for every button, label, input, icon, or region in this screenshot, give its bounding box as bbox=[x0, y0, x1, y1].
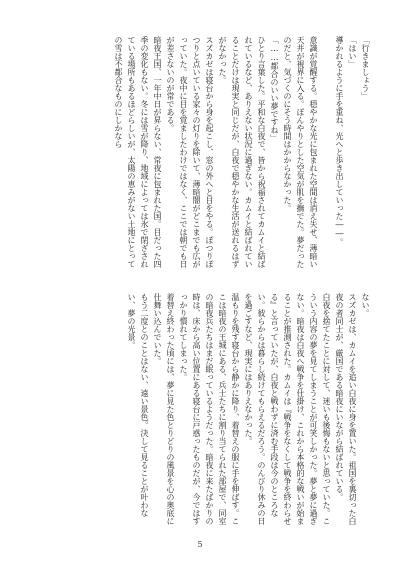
narration-paragraph: スズカゼは寝台から身を起こし、窓の外へと目をやる。ぽつりぽつりと点いている家々の灯りを除いて、薄暗闇がどこまでも広がっていた。夜中に目を覚ましたわけではなく、ここでは朝でも日が差さないのが常である。 bbox=[166, 36, 214, 268]
narration-paragraph: 着替え終わった頃には、夢に見た色とりどりの風景を心の奥底に仕舞い込んでいた。 bbox=[153, 293, 175, 525]
narration-paragraph: 暗夜王国、一年中日が昇らない、常夜に包まれた国。目だった四季の変化もない。冬には雪が降り、地域によっては氷で閉ざされている場所もあるほどらしいが、太陽の恵みがない土地にとっての雪は不都合なものにしかなら bbox=[114, 36, 162, 268]
page-number: 5 bbox=[197, 540, 203, 549]
narration-paragraph: 温もりを残す寝台から静かに降り、着替えの服に手を伸ばす。ここは暗夜の王城にある、兵士たちに割り当てられた部屋で、同室の暗夜兵たちはまだ眠っているようだった。暗夜に来たばかりの時は、床から高い位置にある寝台に戸惑ったものだが、今ではすっかり慣れてしまった。 bbox=[179, 293, 240, 525]
narration-paragraph: 導かれるように手を重ね、光へと歩き出していった――。 bbox=[335, 36, 344, 246]
narration-paragraph: スズカゼは、カムイを追い白夜に身を置いた。祖国を裏切った白夜の者同士が、厳国である暗夜にいながら結ばれている。 bbox=[335, 293, 357, 525]
dialogue-line: 「はい」 bbox=[348, 36, 357, 68]
narration-paragraph: ひとり言葉した。平和な白夜で、皆から祝福されてカムイと結ばれているなど、ありえない状況に過ぎない。カムイと結ばれていることだけは現実と同じだが、白夜で穏やかな生活が送れるはずがなかった。 bbox=[218, 36, 266, 268]
narration-paragraph: 意識が覚醒する。穏やかな光に包まれた空間は消え失せ、薄暗い天井が視界に入る。ぼんやりとした空気が肌を撫でた。夢だったのだと、気づくのにそう時間はかからなかった。 bbox=[283, 36, 318, 268]
dialogue-line: 「……都合のいい夢ですね」 bbox=[270, 36, 279, 142]
scene-break bbox=[320, 36, 333, 272]
narration-paragraph: もう二度とのことはない、遠い景色。決して見ることが叶わない、夢の光景。 bbox=[127, 293, 149, 517]
narration-paragraph: 白夜を捨てたことに対して、迷いも後悔もないと思っていた。こういう内容の夢を見てしまうことが可笑しかった。夢と夢に過ぎない。暗夜は白夜へ戦争を仕掛け、これから本格的な戦いが始まることが推測された。カムイは『戦争をなくして戦争を終わらせる』と言っていたが、白夜と戦わずに済む手段は今のところない。彼らからは暮らし続けてもらえるだろう。のんびり休みの日を過ごすなど、現実にはありえなかった。 bbox=[244, 293, 331, 525]
text-tier-upper bbox=[32, 36, 372, 272]
narration-paragraph: ない。 bbox=[361, 293, 370, 317]
text-tier-lower bbox=[32, 293, 372, 529]
dialogue-line: 「行きましょう」 bbox=[361, 36, 370, 100]
